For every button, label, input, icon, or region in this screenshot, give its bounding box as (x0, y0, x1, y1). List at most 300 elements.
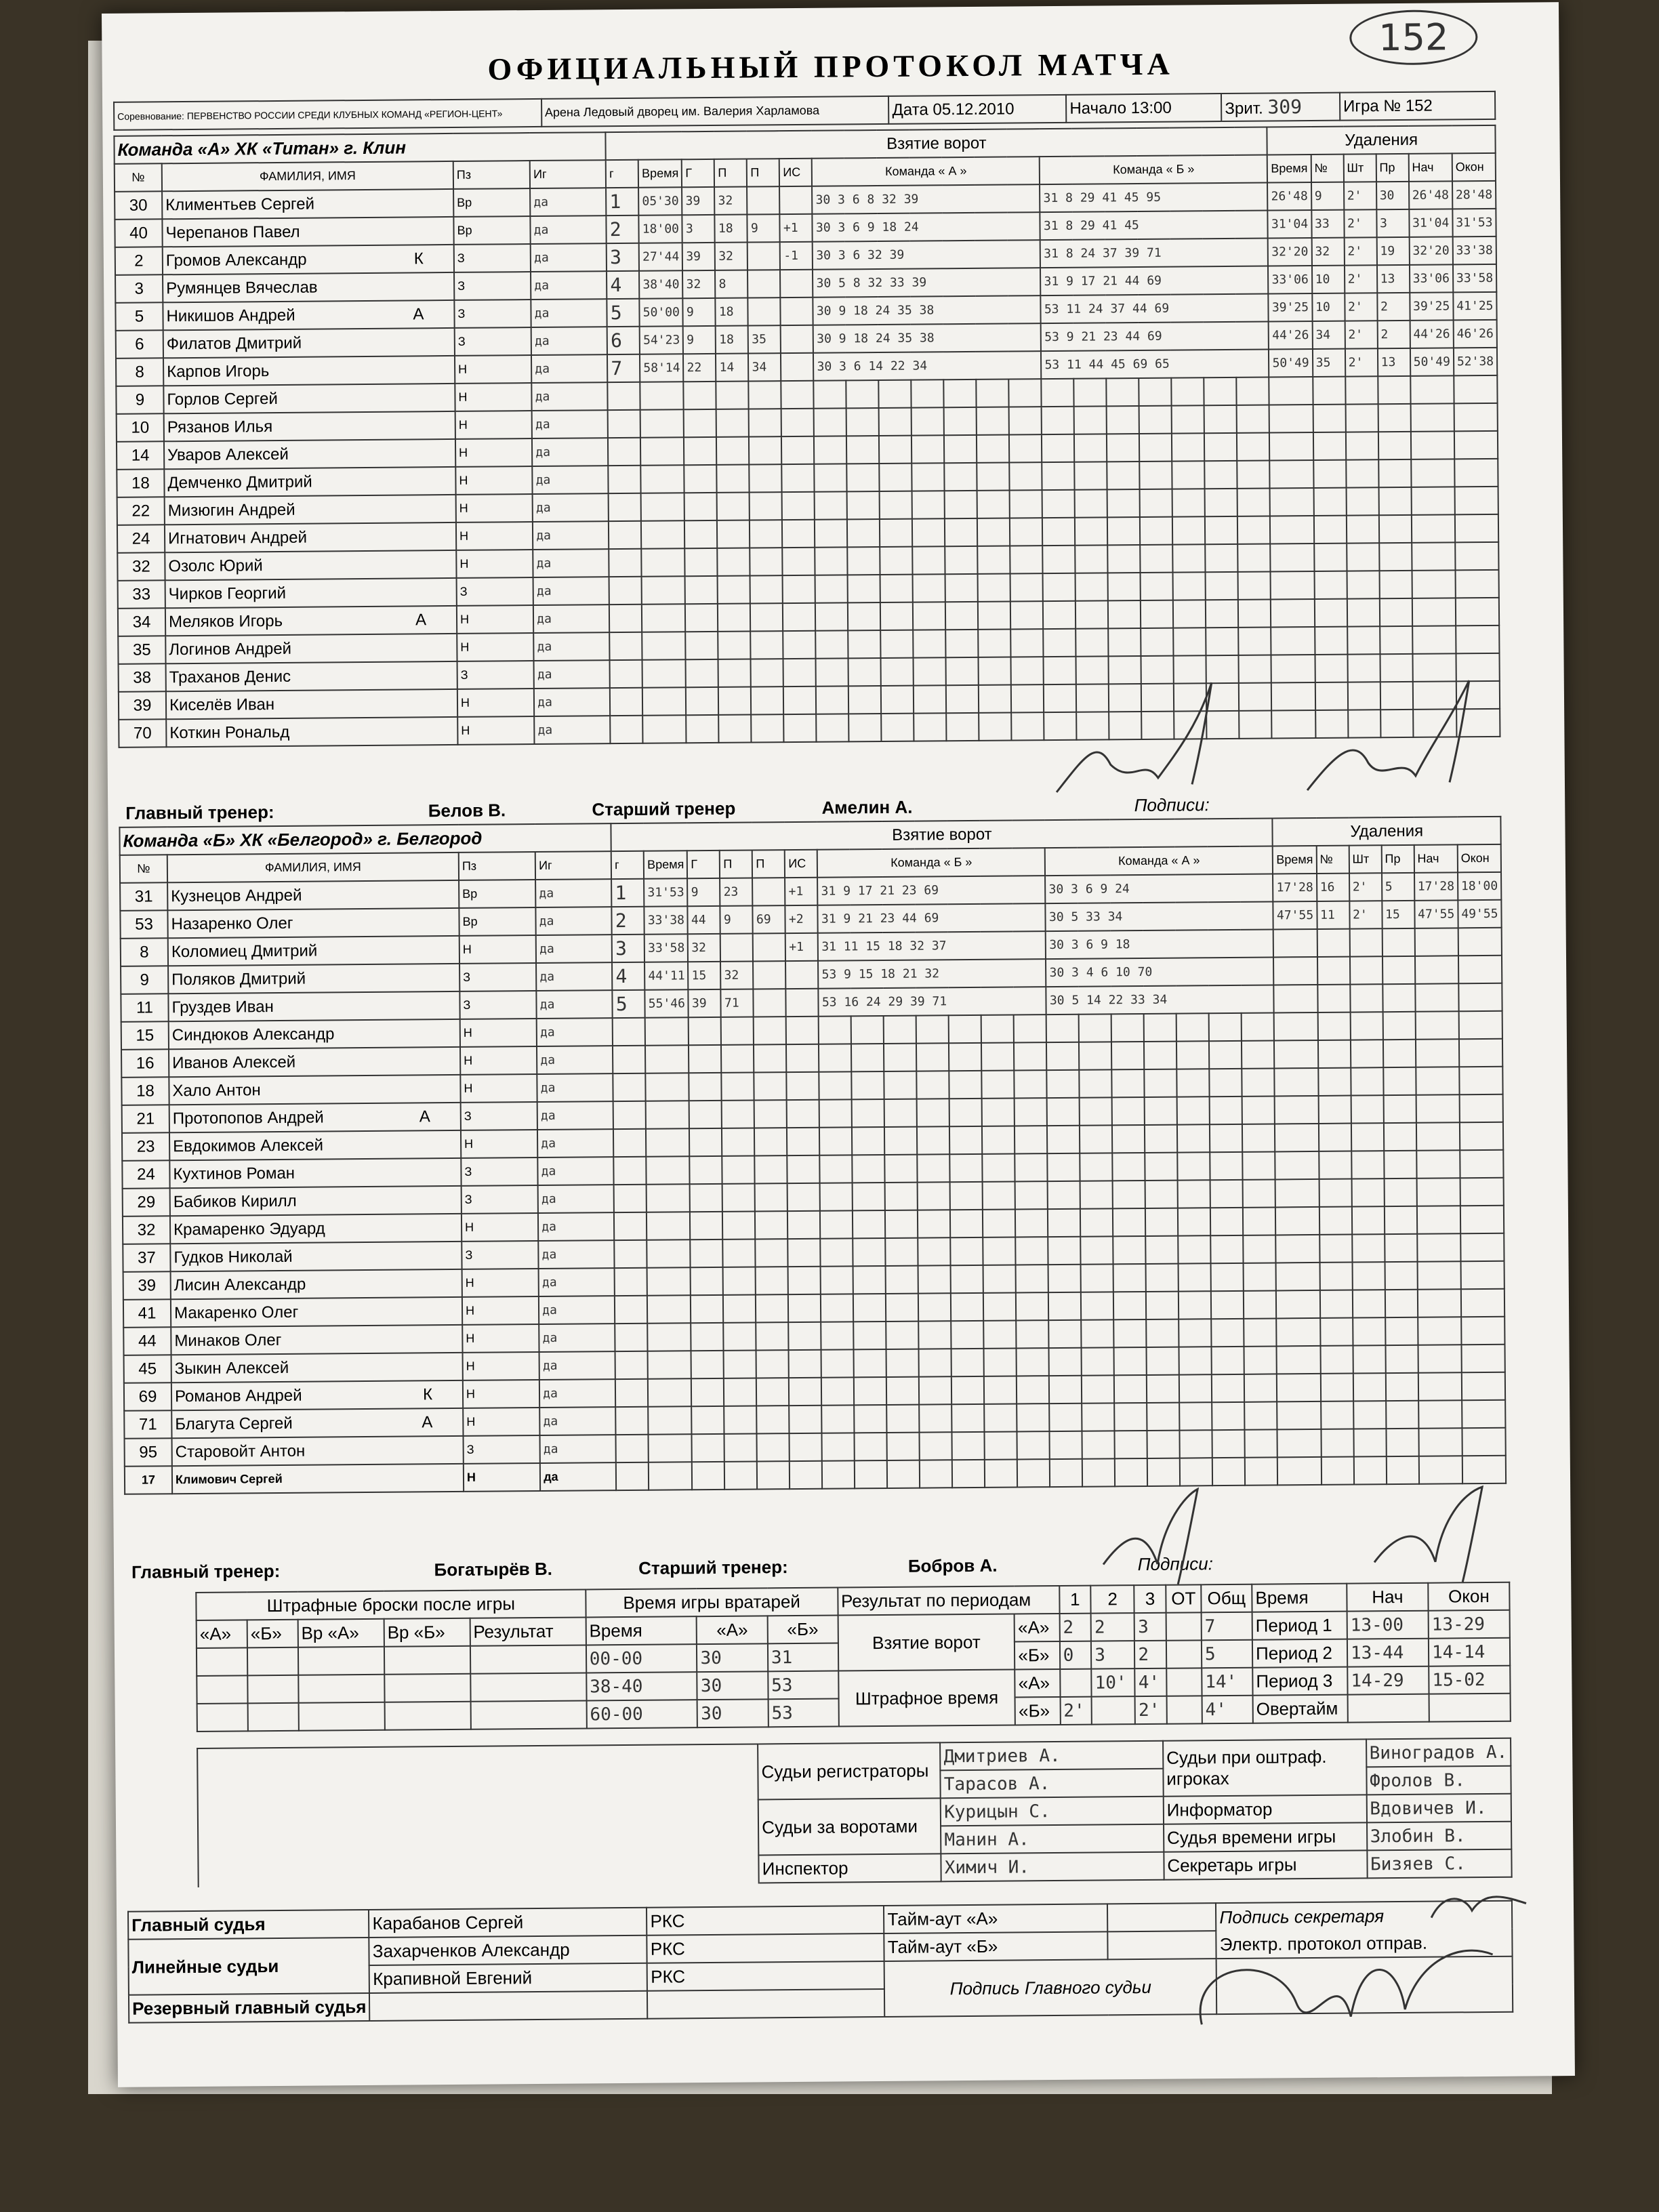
empty-cell (912, 435, 944, 463)
empty-cell (1383, 1067, 1416, 1095)
empty-cell (1082, 1347, 1114, 1375)
empty-cell (1313, 405, 1345, 432)
player-position: Н (456, 550, 533, 578)
empty-cell (855, 1433, 887, 1460)
empty-cell (1017, 1320, 1049, 1348)
penalty-end: 41'25 (1453, 292, 1497, 321)
empty-cell (1082, 1431, 1115, 1458)
linesmen-label: Линейные судьи (128, 1938, 369, 1995)
empty-cell (1454, 431, 1498, 459)
goal-assist-1: 18 (715, 215, 747, 243)
empty-cell (916, 1043, 949, 1071)
empty-cell (641, 520, 685, 549)
empty-cell (1115, 1431, 1147, 1458)
empty-cell (886, 1266, 918, 1294)
empty-cell (1314, 599, 1347, 627)
goals-cell: 2 (1134, 1641, 1166, 1668)
empty-cell (1211, 1263, 1244, 1291)
empty-cell (814, 380, 846, 408)
empty-cell (887, 1433, 920, 1460)
empty-cell (722, 1183, 755, 1211)
empty-cell (615, 1296, 647, 1324)
empty-cell (756, 1322, 789, 1350)
player-name-text: Лисин Александр (173, 1275, 306, 1294)
empty-cell (1044, 629, 1076, 657)
empty-cell (885, 1183, 918, 1210)
empty-cell (640, 437, 684, 466)
empty-cell (1455, 542, 1499, 571)
empty-cell (918, 1237, 951, 1265)
empty-cell (1275, 1151, 1319, 1180)
empty-cell (641, 493, 685, 521)
game-number: Игра № 152 (1340, 91, 1495, 121)
empty-cell (1107, 378, 1139, 406)
empty-cell (1271, 544, 1315, 572)
empty-cell (1114, 1319, 1147, 1347)
col-own-team: Команда « Б » (817, 848, 1045, 878)
pim-cell (1092, 1696, 1136, 1725)
empty-cell (1383, 1040, 1416, 1067)
empty-cell (1314, 544, 1347, 571)
empty-cell (879, 408, 912, 436)
empty-cell (1212, 1319, 1244, 1347)
empty-cell (692, 1434, 724, 1462)
player-position: Н (457, 605, 534, 634)
player-number: 2 (115, 247, 163, 275)
empty-cell (1410, 403, 1454, 432)
goal-assist-1: 32 (720, 961, 753, 989)
goal-opp-on-ice: 30 5 33 34 (1046, 901, 1273, 931)
goal-scorer: 9 (687, 878, 720, 906)
empty-cell (1180, 1430, 1212, 1458)
empty-cell (609, 493, 641, 521)
empty-cell (783, 603, 815, 631)
penalty-pr: 19 (1376, 237, 1409, 265)
player-name (170, 1242, 462, 1271)
goal-assist-2 (753, 961, 785, 989)
empty-cell (978, 573, 1010, 601)
empty-cell (951, 1376, 984, 1404)
empty-cell (820, 1155, 853, 1183)
empty-cell (952, 1460, 985, 1488)
empty-cell (814, 436, 846, 464)
player-name-text: Горлов Сергей (167, 389, 278, 409)
penalty-start: 32'20 (1409, 237, 1453, 265)
player-name (165, 578, 457, 608)
empty-cell (1460, 1178, 1504, 1206)
empty-cell (816, 686, 848, 714)
timeout-b: Тайм-аут «Б» (884, 1931, 1108, 1961)
penalty-pr: 5 (1382, 873, 1414, 901)
player-name (167, 908, 459, 938)
penalty-time: 47'55 (1273, 901, 1317, 930)
empty-cell (1416, 1067, 1460, 1095)
player-position: Н (460, 1019, 537, 1047)
empty-cell (944, 435, 977, 463)
team-b-senior-coach: Бобров А. (907, 1555, 998, 1576)
penalty-pr: 13 (1378, 348, 1410, 376)
goal-assist-2: 69 (753, 905, 785, 933)
empty-cell (1109, 628, 1141, 656)
empty-cell (1275, 1096, 1319, 1124)
goal-on-ice: 30 9 18 24 35 38 (813, 323, 1041, 353)
empty-cell (1276, 1235, 1320, 1263)
goal-number: 3 (607, 243, 639, 271)
player-position: З (454, 244, 531, 272)
spectators-label: Зрит. (1225, 99, 1263, 118)
goal-assist-1: 32 (715, 243, 747, 270)
empty-cell (1212, 1430, 1245, 1458)
empty-cell (724, 1378, 756, 1406)
empty-cell (1210, 1124, 1242, 1152)
gk-col: «А» (697, 1616, 768, 1644)
empty-cell (945, 491, 977, 518)
empty-cell (649, 1434, 693, 1462)
empty-cell (1320, 1374, 1353, 1401)
empty-cell (1412, 598, 1456, 626)
empty-cell (1385, 1234, 1417, 1262)
goal-strength: +2 (785, 905, 818, 933)
penalty-time: 26'48 (1267, 182, 1311, 211)
penalty-sht: 2' (1345, 321, 1377, 348)
goal-number: 2 (612, 907, 644, 935)
player-position: Н (463, 1380, 540, 1408)
goal-opp-on-ice: 30 3 6 9 24 (1045, 874, 1273, 903)
empty-cell (1418, 1317, 1462, 1345)
empty-cell (1076, 545, 1108, 573)
empty-cell (1319, 1235, 1352, 1263)
empty-cell (647, 1184, 691, 1212)
player-name-text: Старовойт Антон (175, 1441, 306, 1461)
goal-time: 33'58 (644, 934, 689, 962)
empty-cell (1010, 601, 1043, 629)
player-number: 15 (121, 1021, 169, 1050)
empty-cell (757, 1433, 790, 1461)
player-name (168, 936, 459, 966)
empty-cell (689, 1073, 722, 1101)
goal-opp-on-ice: 53 9 21 23 44 69 (1041, 321, 1269, 351)
empty-cell (917, 1126, 949, 1154)
player-name-text: Карпов Игорь (167, 361, 270, 381)
col-own-team: Команда « А » (812, 157, 1040, 186)
empty-cell (722, 1072, 754, 1100)
empty-cell (1353, 1317, 1385, 1345)
empty-cell (1042, 379, 1074, 407)
empty-cell (721, 1044, 754, 1072)
goal-number: 1 (611, 879, 644, 907)
empty-cell (1273, 957, 1317, 985)
goal-scorer: 39 (689, 989, 721, 1017)
empty-cell (1417, 1233, 1461, 1262)
player-name-text: Демченко Дмитрий (167, 472, 312, 492)
player-position: Вр (459, 880, 536, 908)
empty-cell (789, 1378, 821, 1406)
empty-cell (945, 546, 978, 574)
empty-cell (1242, 1096, 1275, 1124)
empty-cell (1074, 434, 1107, 462)
empty-cell (814, 408, 846, 436)
empty-cell (645, 1045, 689, 1073)
player-number: 24 (117, 525, 165, 553)
empty-cell (945, 574, 978, 602)
empty-cell (881, 658, 914, 686)
player-role: К (413, 249, 424, 268)
head-coach-label: Главный тренер: (125, 802, 274, 823)
player-number: 10 (117, 413, 164, 442)
empty-cell (1173, 572, 1206, 600)
empty-cell (749, 436, 781, 464)
period-col: ОТ (1166, 1584, 1201, 1612)
col-name: ФАМИЛИЯ, ИМЯ (162, 161, 453, 191)
empty-cell (1385, 1262, 1417, 1290)
empty-cell (1176, 1041, 1209, 1069)
empty-cell (853, 1210, 885, 1238)
empty-cell (1147, 1375, 1179, 1403)
empty-cell (690, 1212, 722, 1240)
empty-cell (1412, 542, 1456, 571)
empty-cell (783, 548, 815, 575)
empty-cell (1244, 1374, 1277, 1401)
empty-cell (1237, 488, 1270, 516)
empty-cell (783, 659, 816, 687)
goal-strength (781, 325, 813, 353)
penbox-judge: Виноградов А. (1366, 1738, 1511, 1767)
empty-cell (1237, 516, 1270, 544)
head-ref-label: Главный судья (128, 1910, 369, 1940)
empty-cell (787, 1072, 819, 1100)
empty-cell (1379, 543, 1412, 571)
empty-cell (754, 1072, 787, 1100)
gk-b: 53 (768, 1671, 838, 1700)
empty-cell (685, 548, 718, 576)
empty-cell (722, 1100, 754, 1128)
goal-time: 38'40 (639, 270, 683, 299)
empty-cell (1346, 459, 1378, 487)
empty-cell (977, 434, 1009, 462)
empty-cell (1274, 1012, 1318, 1041)
empty-cell (1351, 1067, 1383, 1095)
empty-cell (750, 492, 782, 520)
empty-cell (1239, 627, 1271, 655)
goal-strength (780, 270, 813, 298)
empty-cell (846, 408, 879, 436)
registrars-label: Судьи регистраторы (758, 1742, 941, 1799)
empty-cell (1319, 1151, 1351, 1179)
goal-strength (779, 186, 812, 214)
empty-cell (1047, 1098, 1080, 1126)
empty-cell (1147, 1347, 1179, 1375)
empty-cell (1210, 1208, 1243, 1235)
player-name-text: Озолс Юрий (168, 556, 263, 575)
goal-assist-1: 18 (716, 298, 748, 326)
officials-block (197, 1738, 1513, 1888)
empty-cell (1017, 1348, 1049, 1376)
period-end: 15-02 (1429, 1666, 1510, 1694)
player-played: да (536, 935, 612, 963)
penalty-no: 10 (1312, 266, 1345, 293)
goal-scorer: 3 (682, 215, 715, 243)
goals-label: Взятие ворот (838, 1614, 1015, 1671)
goal-time: 50'00 (640, 298, 684, 327)
goal-assist-2 (753, 933, 785, 961)
col-pen_no: № (1316, 846, 1349, 874)
empty-cell (718, 548, 750, 576)
empty-cell (1076, 573, 1108, 600)
player-position: З (459, 963, 537, 991)
penalty-end: 46'26 (1453, 320, 1497, 348)
empty-cell (1244, 1235, 1276, 1263)
empty-cell (1411, 514, 1455, 543)
empty-cell (979, 712, 1012, 740)
goal-opp-on-ice: 53 11 44 45 69 65 (1041, 349, 1269, 379)
penalty-end: 31'53 (1452, 209, 1496, 237)
empty-cell (880, 464, 912, 491)
empty-cell (723, 1239, 756, 1267)
empty-cell (1113, 1208, 1145, 1236)
player-number: 70 (119, 719, 166, 747)
empty-cell (1353, 1345, 1385, 1373)
empty-cell (1273, 929, 1317, 958)
empty-cell (1042, 462, 1075, 490)
penalty-end: 52'38 (1454, 348, 1498, 376)
empty-cell (847, 519, 880, 547)
empty-cell (716, 437, 749, 465)
player-played: да (532, 410, 608, 438)
goal-assist-1: 14 (716, 354, 748, 382)
secretary-label: Секретарь игры (1164, 1850, 1367, 1879)
penalty-start: 33'06 (1410, 264, 1454, 293)
penalty-no: 34 (1312, 321, 1345, 349)
gk-col: Время (586, 1616, 697, 1645)
empty-cell (690, 1156, 722, 1184)
periods-title: Результат по периодам (838, 1586, 1059, 1616)
empty-cell (1050, 1459, 1082, 1487)
empty-cell (1244, 1318, 1277, 1346)
empty-cell (1353, 1373, 1385, 1401)
penalty-time: 32'20 (1268, 238, 1312, 266)
empty-cell (912, 463, 945, 491)
linesman: Захарченков Александр (369, 1936, 647, 1965)
empty-cell (952, 1404, 985, 1432)
penalty-pr: 13 (1377, 265, 1410, 293)
team-b-short: «Б» (1015, 1697, 1061, 1725)
empty-cell (1347, 543, 1379, 571)
player-number: 37 (123, 1244, 170, 1272)
empty-cell (1139, 434, 1172, 462)
empty-cell (724, 1406, 757, 1433)
empty-cell (946, 630, 979, 657)
empty-cell (684, 382, 716, 409)
penalty-start: 50'49 (1410, 348, 1454, 376)
penalty-sht: 2' (1345, 348, 1378, 376)
empty-cell (1011, 629, 1044, 657)
empty-cell (646, 1128, 690, 1157)
empty-cell (1350, 956, 1382, 984)
empty-cell (1050, 1404, 1082, 1431)
penalty-start: 26'48 (1409, 181, 1453, 209)
empty-cell (1274, 1040, 1318, 1069)
goal-on-ice: 30 3 6 32 39 (813, 240, 1040, 270)
empty-cell (1080, 1069, 1112, 1097)
empty-cell (1080, 1208, 1113, 1236)
empty-cell (917, 1071, 949, 1099)
empty-cell (684, 465, 717, 493)
player-position: Н (462, 1296, 539, 1325)
empty-cell (1050, 1431, 1082, 1459)
empty-cell (984, 1348, 1017, 1376)
header-table (113, 91, 1496, 131)
empty-cell (1049, 1348, 1082, 1376)
empty-cell (1352, 1206, 1385, 1234)
player-name (169, 1075, 460, 1105)
goal-number: 7 (607, 354, 640, 382)
player-position: Н (459, 935, 537, 964)
penalty-time: 50'49 (1269, 349, 1313, 377)
empty-cell (609, 605, 642, 632)
player-played: да (531, 327, 607, 355)
empty-cell (1317, 957, 1350, 985)
empty-cell (1179, 1347, 1212, 1374)
player-name (170, 1214, 462, 1244)
goal-scorer: 9 (683, 326, 716, 354)
goal-assist-2 (752, 878, 785, 905)
shootout-col: «Б» (247, 1620, 298, 1648)
empty-cell (756, 1350, 789, 1378)
empty-cell (985, 1431, 1017, 1459)
team-title: Команда «А» ХК «Титан» г. Клин (114, 132, 606, 164)
empty-cell (1385, 1317, 1418, 1345)
player-name (164, 411, 455, 441)
empty-cell (1146, 1292, 1179, 1319)
empty-cell (781, 436, 814, 464)
goal-strength (781, 298, 813, 325)
empty-cell (945, 463, 977, 491)
player-played: да (532, 382, 608, 411)
team-b-signature-1 (1089, 1482, 1225, 1592)
empty-cell (1242, 1124, 1275, 1151)
player-position: Вр (453, 188, 531, 217)
empty-cell (952, 1432, 985, 1460)
empty-cell (1384, 1151, 1416, 1179)
empty-cell (1415, 983, 1459, 1012)
penalty-start: 39'25 (1410, 292, 1454, 321)
empty-cell (1114, 1375, 1147, 1403)
empty-cell (1418, 1345, 1462, 1373)
inspector-label: Инспектор (759, 1853, 941, 1883)
player-position: Н (456, 522, 533, 550)
empty-cell (719, 715, 752, 743)
empty-cell (756, 1267, 788, 1294)
empty-cell (613, 1129, 646, 1157)
goal-strength (786, 989, 819, 1017)
empty-cell (1210, 1097, 1242, 1124)
empty-cell (1458, 983, 1502, 1012)
penalty-no: 9 (1311, 182, 1344, 210)
empty-cell (1415, 1011, 1459, 1040)
player-name-text: Зыкин Алексей (174, 1358, 289, 1378)
player-number: 8 (116, 358, 163, 386)
empty-cell (978, 546, 1010, 573)
empty-cell (788, 1239, 821, 1267)
player-name (166, 717, 457, 747)
player-position: Н (460, 1074, 537, 1103)
empty-cell (1460, 1233, 1504, 1262)
time-col: Нач (1347, 1583, 1428, 1612)
player-name (171, 1325, 462, 1355)
rks: РКС (647, 1961, 884, 1991)
col-pen_pr: Пр (1381, 845, 1414, 873)
empty-cell (1277, 1429, 1322, 1458)
